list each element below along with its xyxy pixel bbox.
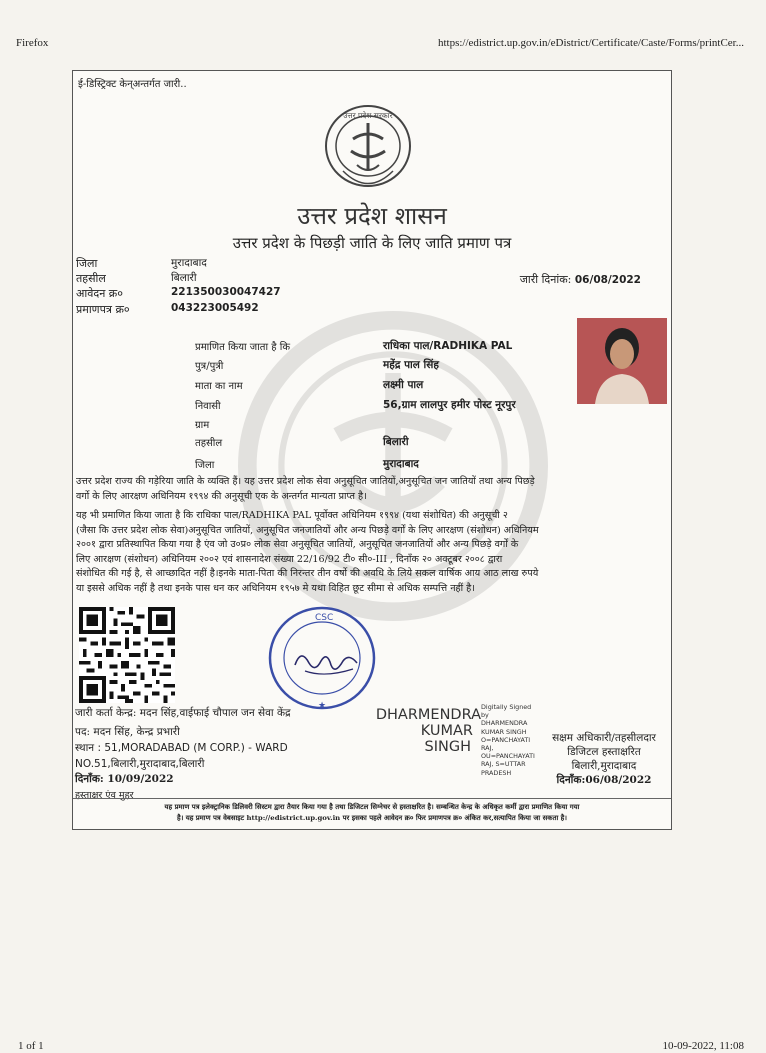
paragraph-line: २००१ द्वारा प्रतिस्थापित किया गया है एंव जो उ०प्र० लोक सेवा अनुसूचित जातियों, अनुसूचित जनजातियों और अन्य पिछड़े वर्गों के [76, 539, 519, 551]
ds-line: O=PANCHAYATI [481, 735, 531, 744]
ds-line: RAJ, [481, 744, 494, 753]
issuer-line: जारी कर्ता केन्द्र: मदन सिंह,वाईफाई चौपाल जन सेवा केंद्र [75, 707, 291, 719]
person-value: राधिका पाल/RADHIKA PAL [383, 340, 513, 352]
person-value: मुरादाबाद [383, 458, 419, 470]
person-label: माता का नाम [195, 381, 243, 392]
meta-row-application-no [73, 286, 373, 300]
footer-divider [73, 798, 671, 799]
paragraph-line: यह भी प्रमाणित किया जाता है कि राधिका पाल/RADHIKA PAL पूर्वोक्त अधिनियम १९९४ (यथा संशोधित) की अनुसूची २ [76, 510, 508, 521]
meta-value: बिलारी [171, 272, 197, 284]
issuer-line: NO.51,बिलारी,मुरादाबाद,बिलारी [75, 758, 205, 770]
footer-line: यह प्रमाण पत्र इलेक्ट्रानिक डिलिवरी सिस्टम द्वारा तैयार किया गया है तथा डिजिटल सिग्नेचर से हस्ताक्षरित है। सम्बन्धित केन्द्र के अधिकृत कर्मी द्वारा प्रमाणित किया गया [164, 803, 580, 811]
browser-title: Firefox [16, 37, 49, 49]
paragraph-line: (जैसा कि उत्तर प्रदेश लोक सेवा)अनुसूचित जातियों, अनुसूचित जनजातियों और अन्य पिछड़े वर्गों के लिए आरक्षण (संशोधन) अधिनियम [76, 524, 539, 536]
meta-label: प्रमाणपत्र क्र० [76, 303, 130, 316]
meta-label: जिला [76, 257, 98, 270]
up-government-emblem-icon [323, 101, 413, 211]
person-value: लक्ष्मी पाल [383, 379, 424, 391]
ds-line: OU=PANCHAYATI [481, 752, 535, 761]
ds-line: KUMAR SINGH [481, 727, 527, 736]
government-heading: उत्तर प्रदेश शासन [297, 202, 447, 230]
footer-note [73, 802, 671, 824]
signer-line: SINGH [424, 739, 471, 755]
authority-line: बिलारी,मुरादाबाद [571, 760, 637, 772]
meta-row-tehsil [73, 271, 373, 285]
qr-code-icon [79, 607, 175, 703]
meta-label: आवेदन क्र० [76, 287, 123, 300]
issuer-line: पद: मदन सिंह, केन्द्र प्रभारी [75, 726, 180, 738]
issuer-line: स्थान : 51,MORADABAD (M CORP.) - WARD [75, 742, 288, 754]
meta-value: 221350030047427 [171, 286, 281, 298]
certification-statement [76, 509, 666, 597]
issue-date [520, 272, 641, 287]
footer-line: है। यह प्रमाण पत्र वेबसाइट http://edistrict.up.gov.in पर इसका पहले आवेदन क्र० फिर प्रमाणपत्र क्र० अंकित कर,सत्यापित किया जा सकता है। [177, 814, 567, 822]
person-label: प्रमाणित किया जाता है कि [195, 342, 291, 353]
certificate [72, 70, 672, 830]
page-number: 1 of 1 [18, 1040, 44, 1052]
ds-line: PRADESH [481, 768, 512, 777]
paragraph-line: संशोधित की गई है, से आच्छादित नहीं है।इनके माता-पिता की निरन्तर तीन वर्षो की अवधि के लिये सकल वार्षिक आय आठ लाख रुपये [76, 568, 539, 580]
paragraph-line: लिए आरक्षण (संशोधन) अधिनियम २००२ एवं शासनादेश संख्या 22/16/92 टी० सी०-III , दिनाँक २० अक्टूबर २००८ द्वारा [76, 553, 503, 565]
person-value: महेंद्र पाल सिंह [383, 359, 439, 371]
page-url: https://edistrict.up.gov.in/eDistrict/Certificate/Caste/Forms/printCer... [437, 37, 744, 49]
csc-stamp-icon [265, 603, 380, 713]
authority-line: सक्षम अधिकारी/तहसीलदार [552, 732, 656, 744]
meta-label: तहसील [76, 272, 106, 285]
digital-signer-name [331, 707, 481, 755]
signer-line: KUMAR [420, 723, 473, 739]
authority-line: डिजिटल हस्ताक्षरित [567, 746, 641, 758]
meta-row-certificate-no [73, 302, 373, 316]
issuer-line: हस्ताक्षर एंव मुहर [75, 790, 134, 801]
ds-line: RAJ, S=UTTAR [481, 760, 526, 769]
paragraph-line: उत्तर प्रदेश राज्य की गड़ेरिया जाति के व्यक्ति हैं। यह उत्तर प्रदेश लोक सेवा अनुसूचित जातियों,अनुसूचित जन जातियों तथा अन्य पिछड़े [76, 476, 535, 487]
paragraph-line: या इससे अधिक नहीं है तथा इनके पास धन कर अधिनियम १९५७ मे यथा विहित छूट सीमा से अधिक सम्पत्ति नहीं है। [76, 582, 475, 594]
meta-value: 043223005492 [171, 302, 259, 314]
competent-authority [529, 731, 679, 787]
person-label: तहसील [195, 438, 223, 449]
certificate-title: उत्तर प्रदेश के पिछड़ी जाति के लिए जाति प्रमाण पत्र [232, 234, 512, 252]
stamp-text: CSC [315, 613, 334, 623]
caste-statement [76, 475, 666, 504]
ds-line: Digitally Signed [481, 703, 532, 711]
person-label: निवासी [195, 401, 221, 412]
person-value: बिलारी [383, 436, 409, 448]
top-note: ई-डिस्ट्रिक्ट केन्अन्तर्गत जारी.. [78, 79, 187, 90]
issuer-line: दिनाँक: 10/09/2022 [75, 773, 174, 785]
person-label: ग्राम [195, 420, 210, 431]
print-datetime: 10-09-2022, 11:08 [662, 1040, 744, 1052]
svg-text:★: ★ [317, 701, 327, 711]
paragraph-line: वर्गो के लिए आरक्षण अधिनियम १९९४ की अनुसूची एक के अन्तर्गत मान्यता प्राप्त है। [76, 490, 367, 502]
person-label: पुत्र/पुत्री [195, 361, 224, 372]
emblem-text: उत्तर प्रदेश सरकार [343, 111, 393, 120]
signer-line: DHARMENDRA [375, 707, 481, 723]
meta-row-district [73, 256, 373, 270]
meta-value: मुरादाबाद [171, 257, 207, 269]
ds-line: by [481, 711, 489, 720]
person-value: 56,ग्राम लालपुर हमीर पोस्ट नूरपुर [383, 399, 516, 411]
issue-date-label: जारी दिनांक: [519, 273, 572, 286]
ds-line: DHARMENDRA [481, 719, 528, 728]
person-label: जिला [195, 460, 215, 471]
issue-date-value: 06/08/2022 [574, 274, 641, 286]
applicant-photo [577, 318, 667, 404]
authority-line: दिनाँक:06/08/2022 [556, 774, 652, 786]
